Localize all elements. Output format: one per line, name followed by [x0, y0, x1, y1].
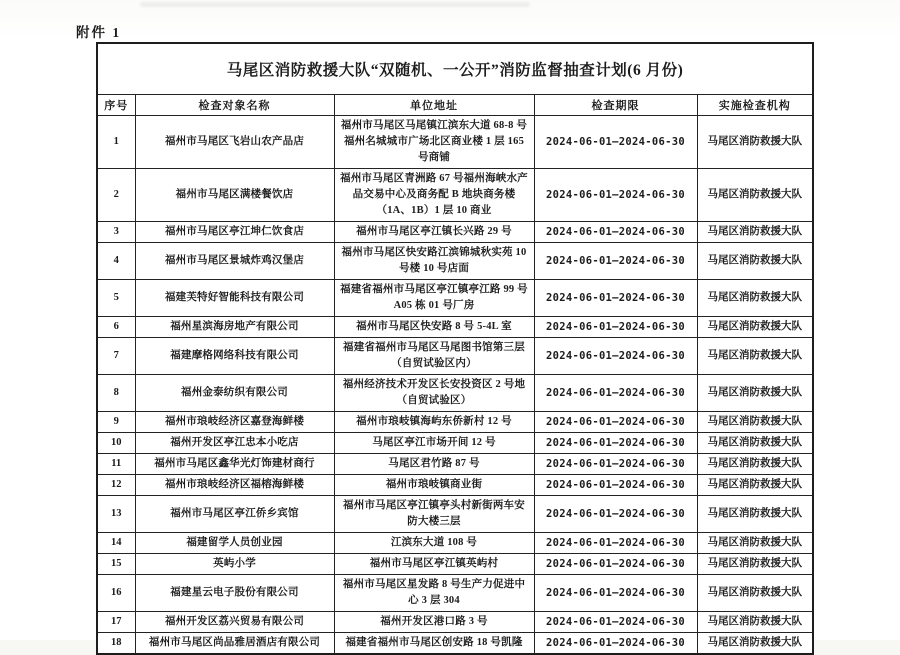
table-row [97, 411, 813, 432]
cell-no: 1 [97, 115, 135, 168]
cell-name: 福建芙特好智能科技有限公司 [135, 279, 334, 316]
table-row [97, 374, 813, 411]
cell-period: 2024-06-01—2024-06-30 [534, 316, 697, 337]
cell-agency: 马尾区消防救援大队 [697, 411, 813, 432]
table-row [97, 453, 813, 474]
cell-no: 3 [97, 221, 135, 242]
col-header-name: 检查对象名称 [135, 94, 334, 115]
cell-agency: 马尾区消防救援大队 [697, 495, 813, 532]
cell-no: 6 [97, 316, 135, 337]
attachment-label: 附件 1 [76, 25, 122, 40]
cell-period: 2024-06-01—2024-06-30 [534, 168, 697, 221]
table-row [97, 432, 813, 453]
cell-no: 18 [97, 632, 135, 654]
table-row [97, 242, 813, 279]
table-row [97, 532, 813, 553]
cell-name: 福建留学人员创业园 [135, 532, 334, 553]
table-row [97, 632, 813, 654]
table-header-row [97, 94, 813, 115]
cell-period: 2024-06-01—2024-06-30 [534, 453, 697, 474]
cell-address: 福州市马尾区亭江镇长兴路 29 号 [334, 221, 534, 242]
cell-agency: 马尾区消防救援大队 [697, 574, 813, 611]
cell-address: 福州市马尾区马尾镇江滨东大道 68-8 号福州名城城市广场北区商业楼 1 层 165 号商铺 [334, 115, 534, 168]
cell-agency: 马尾区消防救援大队 [697, 553, 813, 574]
cell-no: 14 [97, 532, 135, 553]
cell-address: 福州市马尾区亭江镇英屿村 [334, 553, 534, 574]
cell-address: 福州市马尾区星发路 8 号生产力促进中心 3 层 304 [334, 574, 534, 611]
cell-agency: 马尾区消防救援大队 [697, 115, 813, 168]
cell-name: 福州市马尾区景城炸鸡汉堡店 [135, 242, 334, 279]
cell-agency: 马尾区消防救援大队 [697, 532, 813, 553]
cell-period: 2024-06-01—2024-06-30 [534, 432, 697, 453]
cell-no: 9 [97, 411, 135, 432]
cell-period: 2024-06-01—2024-06-30 [534, 611, 697, 632]
cell-address: 福州经济技术开发区长安投资区 2 号地（自贸试验区） [334, 374, 534, 411]
cell-period: 2024-06-01—2024-06-30 [534, 411, 697, 432]
table-row [97, 337, 813, 374]
cell-agency: 马尾区消防救援大队 [697, 242, 813, 279]
cell-name: 福州市琅岐经济区福榕海鲜楼 [135, 474, 334, 495]
table-body [97, 115, 813, 654]
table-row [97, 553, 813, 574]
cell-no: 5 [97, 279, 135, 316]
cell-period: 2024-06-01—2024-06-30 [534, 115, 697, 168]
cell-period: 2024-06-01—2024-06-30 [534, 474, 697, 495]
cell-name: 福州开发区亭江忠本小吃店 [135, 432, 334, 453]
cell-agency: 马尾区消防救援大队 [697, 474, 813, 495]
cell-agency: 马尾区消防救援大队 [697, 453, 813, 474]
cell-name: 福州市琅岐经济区嘉登海鲜楼 [135, 411, 334, 432]
cell-name: 福州市马尾区亭江侨乡宾馆 [135, 495, 334, 532]
table-title: 马尾区消防救援大队“双随机、一公开”消防监督抽查计划(6 月份) [97, 43, 813, 94]
cell-agency: 马尾区消防救援大队 [697, 316, 813, 337]
cell-no: 7 [97, 337, 135, 374]
cell-period: 2024-06-01—2024-06-30 [534, 632, 697, 654]
cell-address: 福建省福州市马尾区亭江镇亭江路 99 号 A05 栋 01 号厂房 [334, 279, 534, 316]
cell-address: 马尾区亭江市场开间 12 号 [334, 432, 534, 453]
cell-period: 2024-06-01—2024-06-30 [534, 221, 697, 242]
cell-agency: 马尾区消防救援大队 [697, 221, 813, 242]
table-row [97, 168, 813, 221]
cell-address: 马尾区君竹路 87 号 [334, 453, 534, 474]
cell-address: 福州市琅岐镇海屿东侨新村 12 号 [334, 411, 534, 432]
cell-name: 英屿小学 [135, 553, 334, 574]
cell-period: 2024-06-01—2024-06-30 [534, 532, 697, 553]
cell-name: 福建星云电子股份有限公司 [135, 574, 334, 611]
cell-address: 福建省福州市马尾区马尾图书馆第三层（自贸试验区内） [334, 337, 534, 374]
cell-address: 江滨东大道 108 号 [334, 532, 534, 553]
cell-address: 福州市马尾区快安路 8 号 5-4L 室 [334, 316, 534, 337]
cell-agency: 马尾区消防救援大队 [697, 432, 813, 453]
cell-name: 福州市马尾区亭江坤仁饮食店 [135, 221, 334, 242]
col-header-period: 检查期限 [534, 94, 697, 115]
table-row [97, 115, 813, 168]
cell-name: 福州市马尾区飞岩山农产品店 [135, 115, 334, 168]
cell-address: 福建省福州市马尾区创安路 18 号凯隆 [334, 632, 534, 654]
col-header-address: 单位地址 [334, 94, 534, 115]
cell-address: 福州市马尾区快安路江滨锦城秋实苑 10 号楼 10 号店面 [334, 242, 534, 279]
table-row [97, 221, 813, 242]
cell-address: 福州市马尾区青洲路 67 号福州海峡水产品交易中心及商务配 B 地块商务楼（1A、1B）1 层 10 商业 [334, 168, 534, 221]
cell-no: 11 [97, 453, 135, 474]
cell-name: 福州金泰纺织有限公司 [135, 374, 334, 411]
scan-artifact [140, 2, 530, 7]
cell-no: 8 [97, 374, 135, 411]
table-row [97, 495, 813, 532]
cell-no: 16 [97, 574, 135, 611]
cell-agency: 马尾区消防救援大队 [697, 168, 813, 221]
cell-period: 2024-06-01—2024-06-30 [534, 553, 697, 574]
cell-agency: 马尾区消防救援大队 [697, 611, 813, 632]
cell-name: 福建摩格网络科技有限公司 [135, 337, 334, 374]
cell-no: 15 [97, 553, 135, 574]
cell-address: 福州市琅岐镇商业街 [334, 474, 534, 495]
cell-period: 2024-06-01—2024-06-30 [534, 337, 697, 374]
cell-agency: 马尾区消防救援大队 [697, 632, 813, 654]
cell-agency: 马尾区消防救援大队 [697, 374, 813, 411]
cell-agency: 马尾区消防救援大队 [697, 279, 813, 316]
cell-no: 13 [97, 495, 135, 532]
cell-period: 2024-06-01—2024-06-30 [534, 374, 697, 411]
cell-name: 福州市马尾区鑫华光灯饰建材商行 [135, 453, 334, 474]
cell-name: 福州开发区荔兴贸易有限公司 [135, 611, 334, 632]
cell-name: 福州市马尾区满楼餐饮店 [135, 168, 334, 221]
cell-period: 2024-06-01—2024-06-30 [534, 242, 697, 279]
table-row [97, 279, 813, 316]
cell-period: 2024-06-01—2024-06-30 [534, 495, 697, 532]
cell-no: 17 [97, 611, 135, 632]
table-row [97, 316, 813, 337]
col-header-no: 序号 [97, 94, 135, 115]
cell-address: 福州开发区港口路 3 号 [334, 611, 534, 632]
cell-no: 12 [97, 474, 135, 495]
table-row [97, 611, 813, 632]
cell-period: 2024-06-01—2024-06-30 [534, 279, 697, 316]
cell-name: 福州星滨海房地产有限公司 [135, 316, 334, 337]
cell-period: 2024-06-01—2024-06-30 [534, 574, 697, 611]
cell-no: 10 [97, 432, 135, 453]
cell-address: 福州市马尾区亭江镇亭头村新街两车安防大楼三层 [334, 495, 534, 532]
table-row [97, 574, 813, 611]
table-row [97, 474, 813, 495]
table-title-row [97, 43, 813, 94]
cell-no: 4 [97, 242, 135, 279]
cell-no: 2 [97, 168, 135, 221]
cell-name: 福州市马尾区尚品雅居酒店有限公司 [135, 632, 334, 654]
cell-agency: 马尾区消防救援大队 [697, 337, 813, 374]
col-header-agency: 实施检查机构 [697, 94, 813, 115]
inspection-plan-table [96, 42, 814, 655]
